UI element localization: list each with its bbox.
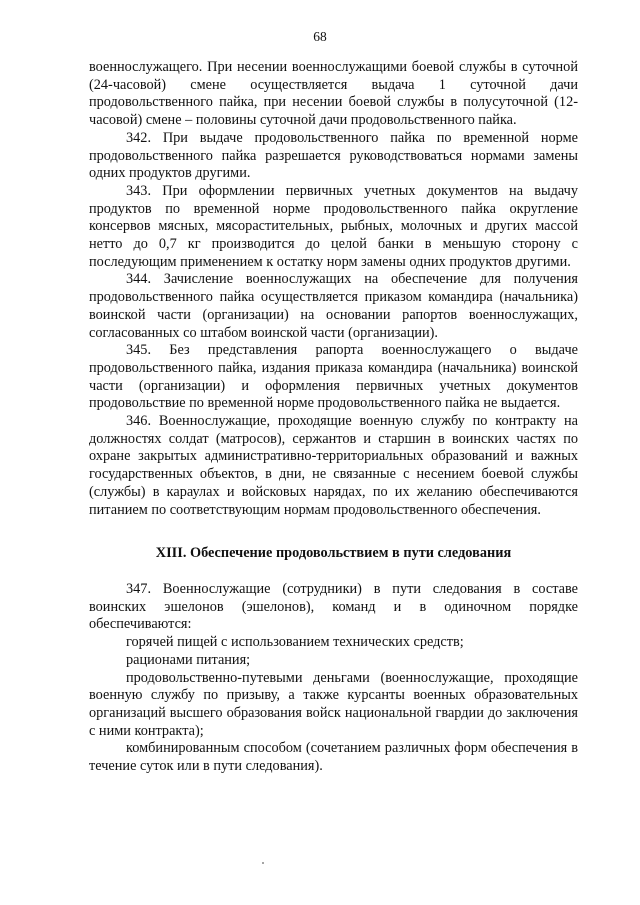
list-item-travel-money: продовольственно-путевыми деньгами (военнослужащие, проходящие военную службу по призыву, а также курсанты военных образовательных организаций высшего образования войск национальной гвардии до заключения с ними контракта); — [89, 669, 578, 739]
section-heading: XIII. Обеспечение продовольствием в пути следования — [155, 545, 512, 562]
list-item-combined: комбинированным способом (сочетанием различных форм обеспечения в течение суток или в пути следования). — [89, 740, 578, 775]
paragraph-343: 343. При оформлении первичных учетных документов на выдачу продуктов по временной норме продовольственного пайка округление консервов мясных, мясорастительных, рыбных, молочных и других массой нетто до 0,7 кг производится до целой банки в меньшую сторону с последующим применением к остатку норм замены одних продуктов другими. — [89, 182, 578, 270]
page-number: 68 — [313, 29, 327, 44]
paragraph-continuation: военнослужащего. При несении военнослужащими боевой службы в суточной (24-часовой) смене осуществляется выдача 1 суточной дачи продовольственного пайка, при несении боевой службы в полусуточной (12-часовой) смене – половины суточной дачи продовольственного пайка. — [89, 59, 578, 129]
scan-speck — [262, 862, 264, 864]
list-item-hot-food: горячей пищей с использованием технических средств; — [126, 634, 464, 651]
paragraph-345: 345. Без представления рапорта военнослужащего о выдаче продовольственного пайка, издания приказа командира (начальника) воинской части (организации) и оформления первичных учетных документов продовольствие по временной норме продовольственного пайка не выдается. — [89, 342, 578, 412]
paragraph-344: 344. Зачисление военнослужащих на обеспечение для получения продовольственного пайка осуществляется приказом командира (начальника) воинской части (организации) на основании рапортов военнослужащих, согласованных со штабом воинской части (организации). — [89, 271, 578, 341]
paragraph-342: 342. При выдаче продовольственного пайка по временной норме продовольственного пайка разрешается руководствоваться нормами замены одних продуктов другими. — [89, 129, 578, 182]
list-item-rations: рационами питания; — [126, 651, 251, 668]
document-body — [89, 59, 578, 776]
paragraph-347: 347. Военнослужащие (сотрудники) в пути следования в составе воинских эшелонов (эшелонов), команд и в одиночном порядке обеспечиваются: — [89, 580, 578, 633]
paragraph-346: 346. Военнослужащие, проходящие военную службу по контракту на должностях солдат (матросов), сержантов и старшин в воинских частях по охране закрытых административно-территориальных образований и важных государственных объектов, в дни, не связанные с несением боевой службы (службы) в караулах и войсковых нарядах, по их желанию обеспечиваются питанием по соответствующим нормам продовольственного обеспечения. — [89, 413, 578, 518]
